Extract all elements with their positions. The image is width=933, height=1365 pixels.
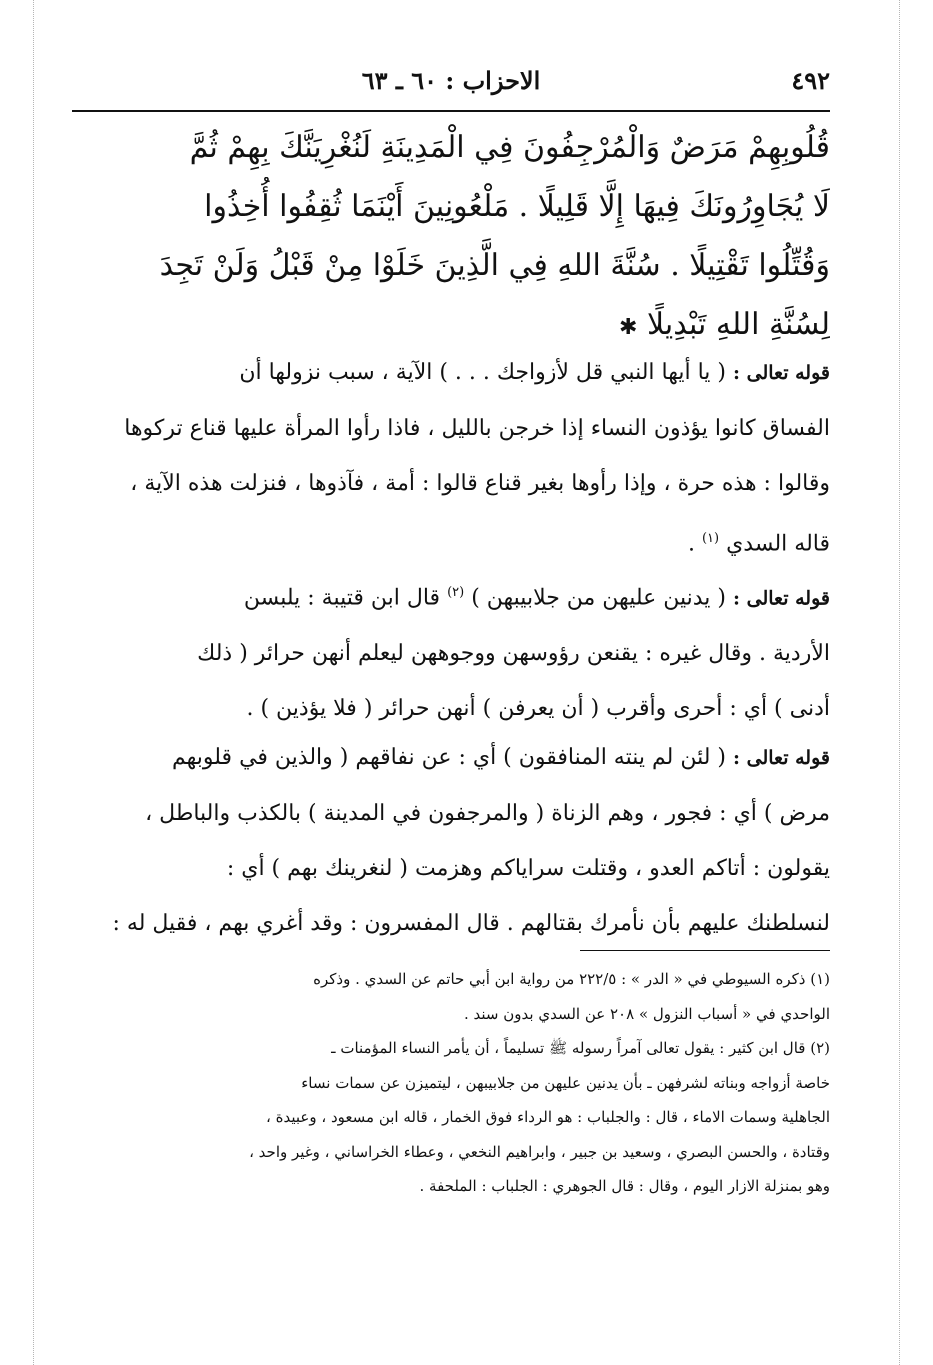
verse-line: قُلُوبِهِمْ مَرَضٌ وَالْمُرْجِفُونَ فِي الْمَدِينَةِ لَنُغْرِيَنَّكَ بِهِمْ ثُمَّ <box>189 130 830 165</box>
footnote-line: (٢) قال ابن كثير : يقول تعالى آمراً رسوله ﷺ تسليماً ، أن يأمر النساء المؤمنات ـ <box>331 1039 830 1057</box>
footnote-reference: (٢) <box>447 585 465 600</box>
commentary-paragraph-2 <box>72 565 830 736</box>
footnote-line: (١) ذكره السيوطي في « الدر » : ٢٢٢/٥ من رواية ابن أبي حاتم عن السدي . وذكره <box>313 970 830 988</box>
commentary-line: مرض ) أي : فجور ، وهم الزناة ( والمرجفون في المدينة ) بالكذب والباطل ، <box>145 801 830 826</box>
paragraph-lead: قوله تعالى : <box>733 362 830 384</box>
margin-guide-right <box>899 0 900 1365</box>
quran-verse-block <box>72 118 830 357</box>
commentary-line: أدنى ) أي : أحرى وأقرب ( أن يعرفن ) أنهن حرائر ( فلا يؤذين ) . <box>246 696 830 722</box>
footnote-line: الواحدي في « أسباب النزول » ٢٠٨ عن السدي بدون سند . <box>464 1004 830 1023</box>
commentary-text: ( يدنين عليهن من جلابيبهن ) <box>471 585 726 611</box>
commentary-line: الأردية . وقال غيره : يقنعن رؤوسهن ووجوههن ليعلم أنهن حرائر ( ذلك <box>197 641 830 667</box>
commentary-text: قال ابن قتيبة : يلبسن <box>243 585 441 611</box>
commentary-line: لنسلطنك عليهم بأن نأمرك بقتالهم . قال المفسرون : وقد أغري بهم ، فقيل له : <box>112 911 830 936</box>
commentary-line: الفساق كانوا يؤذون النساء إذا خرجن بالليل ، فاذا رأوا المرأة عليها قناع تركوها <box>124 416 830 441</box>
commentary-paragraph-3 <box>72 730 830 951</box>
commentary-text: ( لئن لم ينته المنافقون ) أي : عن نفاقهم ( والذين في قلوبهم <box>172 745 726 770</box>
footnote-reference: (١) <box>701 531 720 546</box>
header-rule <box>72 110 830 112</box>
commentary-line <box>72 511 830 571</box>
commentary-paragraph-1 <box>72 345 830 571</box>
verse-line: وَقُتِّلُوا تَقْتِيلًا . سُنَّةَ اللهِ فِي الَّذِينَ خَلَوْا مِنْ قَبْلُ وَلَنْ تَجِدَ <box>159 248 830 283</box>
footnote-line: وقتادة ، والحسن البصري ، وسعيد بن جبير ، وابراهيم النخعي ، وعطاء الخراساني ، وغير واحد ، <box>249 1142 830 1161</box>
paragraph-lead: قوله تعالى : <box>733 587 830 610</box>
footnote-line: وهو بمنزلة الازار اليوم ، وقال : قال الجوهري : الجلباب : الملحفة . <box>419 1177 830 1195</box>
paragraph-lead: قوله تعالى : <box>733 747 830 769</box>
commentary-text: ( يا أيها النبي قل لأزواجك . . . ) الآية ، سبب نزولها أن <box>239 360 726 385</box>
sentence-end: . <box>687 531 695 557</box>
commentary-line: يقولون : أتاكم العدو ، وقتلت سراياكم وهزمت ( لنغرينك بهم ) أي : <box>226 856 830 881</box>
page-number: ٤٩٢ <box>791 66 830 95</box>
running-title: الاحزاب : ٦٠ ـ ٦٣ <box>361 66 541 95</box>
commentary-line <box>72 345 830 401</box>
footnote-line: خاصة أزواجه وبناته لشرفهن ـ بأن يدنين عليهن من جلابيبهن ، ليتميزن عن سمات نساء <box>301 1073 830 1092</box>
verse-end-mark: ✱ <box>619 315 638 340</box>
margin-guide-left <box>33 0 34 1365</box>
commentary-line: وقالوا : هذه حرة ، وإذا رأوها بغير قناع قالوا : أمة ، فآذوها ، فنزلت هذه الآية ، <box>130 471 830 496</box>
commentary-text: قاله السدي <box>726 531 830 557</box>
footnote-line: الجاهلية وسمات الاماء ، قال : والجلباب : هو الرداء فوق الخمار ، قاله ابن مسعود ، وعبيدة ، <box>266 1108 830 1126</box>
commentary-line <box>72 565 830 626</box>
commentary-line <box>72 730 830 786</box>
verse-line-text: لِسُنَّةِ اللهِ تَبْدِيلًا <box>646 307 830 342</box>
footnotes <box>72 962 830 1204</box>
page-header <box>72 66 830 100</box>
footnote-rule <box>580 950 830 951</box>
verse-line: لَا يُجَاوِرُونَكَ فِيهَا إِلَّا قَلِيلًا . مَلْعُونِينَ أَيْنَمَا ثُقِفُوا أُخِذُوا <box>204 189 830 224</box>
